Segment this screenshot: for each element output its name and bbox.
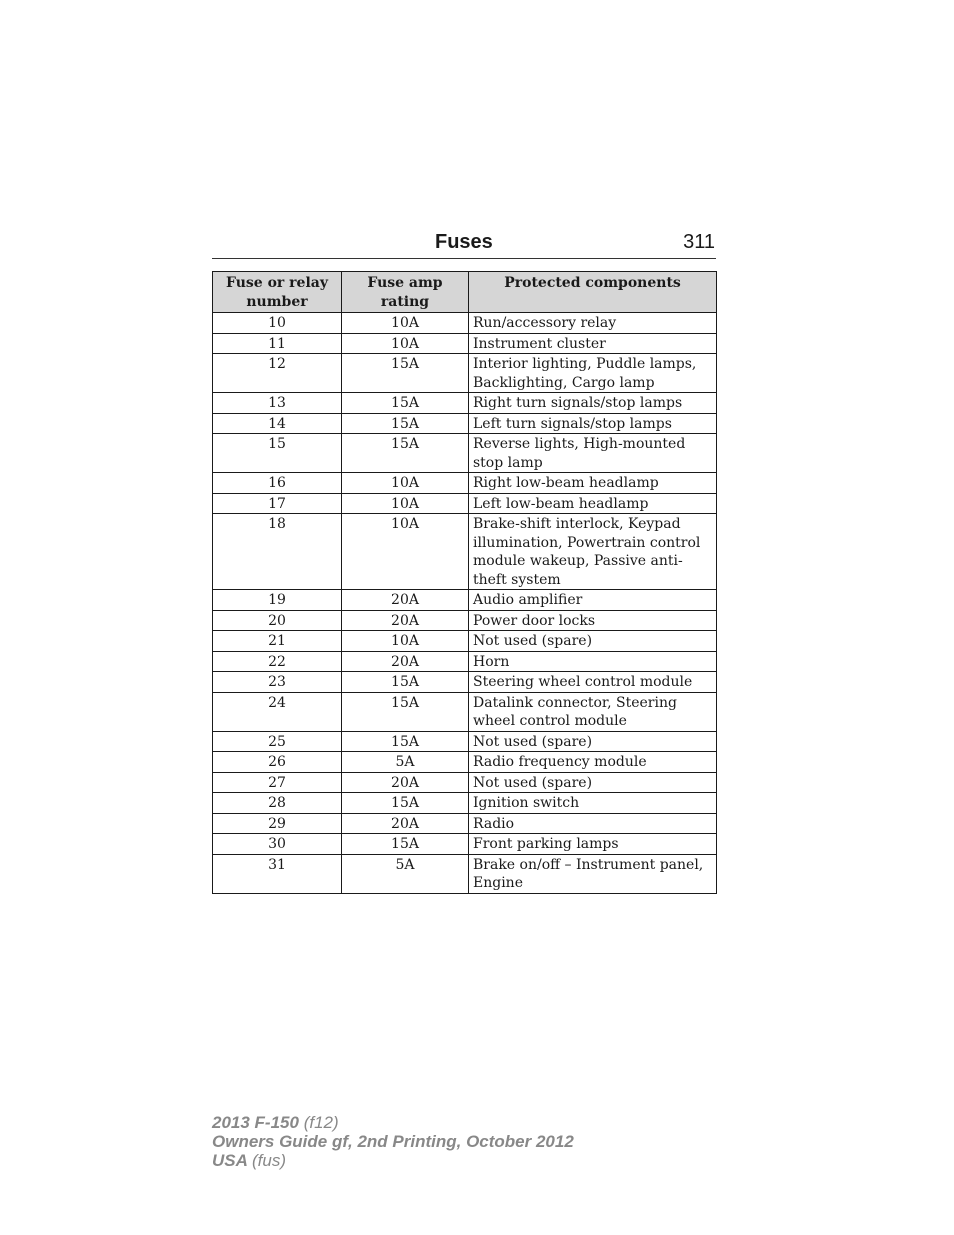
table-row — [213, 731, 717, 752]
cell-fuse-number: 23 — [213, 672, 342, 693]
cell-components: Horn — [469, 651, 717, 672]
cell-amp-rating: 10A — [342, 631, 469, 652]
cell-fuse-number: 14 — [213, 413, 342, 434]
footer-market: USA — [212, 1151, 248, 1170]
cell-amp-rating: 15A — [342, 354, 469, 393]
cell-components: Not used (spare) — [469, 731, 717, 752]
cell-components: Steering wheel control module — [469, 672, 717, 693]
footer-market-code: (fus) — [252, 1151, 286, 1170]
footer-model-code: (f12) — [303, 1113, 339, 1132]
cell-components: Audio amplifier — [469, 590, 717, 611]
cell-amp-rating: 15A — [342, 393, 469, 414]
cell-components: Right low-beam headlamp — [469, 473, 717, 494]
cell-components: Radio frequency module — [469, 752, 717, 773]
cell-components: Datalink connector, Steering wheel control module — [469, 692, 717, 731]
table-row — [213, 333, 717, 354]
cell-amp-rating: 20A — [342, 772, 469, 793]
cell-amp-rating: 10A — [342, 313, 469, 334]
section-title: Fuses — [435, 231, 493, 253]
cell-amp-rating: 5A — [342, 752, 469, 773]
cell-fuse-number: 22 — [213, 651, 342, 672]
table-row — [213, 813, 717, 834]
table-header-row — [213, 272, 717, 313]
table-row — [213, 473, 717, 494]
cell-components: Left low-beam headlamp — [469, 493, 717, 514]
table-row — [213, 854, 717, 893]
table-body — [213, 313, 717, 894]
cell-amp-rating: 15A — [342, 413, 469, 434]
table-row — [213, 590, 717, 611]
footer-guide-line: Owners Guide gf, 2nd Printing, October 2012 — [212, 1132, 574, 1151]
table-row — [213, 772, 717, 793]
cell-amp-rating: 15A — [342, 793, 469, 814]
column-header-amp-rating: Fuse amp rating — [342, 272, 469, 313]
cell-fuse-number: 12 — [213, 354, 342, 393]
cell-components: Run/accessory relay — [469, 313, 717, 334]
cell-fuse-number: 16 — [213, 473, 342, 494]
cell-amp-rating: 5A — [342, 854, 469, 893]
cell-components: Front parking lamps — [469, 834, 717, 855]
cell-amp-rating: 20A — [342, 813, 469, 834]
cell-fuse-number: 20 — [213, 610, 342, 631]
cell-amp-rating: 15A — [342, 672, 469, 693]
cell-fuse-number: 21 — [213, 631, 342, 652]
footer-market-line — [212, 1151, 574, 1170]
cell-amp-rating: 10A — [342, 493, 469, 514]
table-row — [213, 514, 717, 590]
cell-amp-rating: 15A — [342, 731, 469, 752]
table-row — [213, 793, 717, 814]
table-row — [213, 610, 717, 631]
cell-fuse-number: 31 — [213, 854, 342, 893]
cell-components: Ignition switch — [469, 793, 717, 814]
table-row — [213, 313, 717, 334]
table-row — [213, 672, 717, 693]
cell-fuse-number: 18 — [213, 514, 342, 590]
cell-fuse-number: 24 — [213, 692, 342, 731]
cell-components: Reverse lights, High-mounted stop lamp — [469, 434, 717, 473]
cell-fuse-number: 28 — [213, 793, 342, 814]
table-row — [213, 393, 717, 414]
cell-components: Radio — [469, 813, 717, 834]
cell-fuse-number: 25 — [213, 731, 342, 752]
cell-fuse-number: 27 — [213, 772, 342, 793]
cell-fuse-number: 30 — [213, 834, 342, 855]
cell-components: Not used (spare) — [469, 631, 717, 652]
cell-components: Left turn signals/stop lamps — [469, 413, 717, 434]
cell-components: Right turn signals/stop lamps — [469, 393, 717, 414]
cell-fuse-number: 26 — [213, 752, 342, 773]
cell-components: Power door locks — [469, 610, 717, 631]
cell-fuse-number: 13 — [213, 393, 342, 414]
table-row — [213, 752, 717, 773]
cell-fuse-number: 15 — [213, 434, 342, 473]
cell-components: Instrument cluster — [469, 333, 717, 354]
footer-model: 2013 F-150 — [212, 1113, 299, 1132]
cell-fuse-number: 29 — [213, 813, 342, 834]
table-row — [213, 692, 717, 731]
cell-fuse-number: 10 — [213, 313, 342, 334]
cell-fuse-number: 19 — [213, 590, 342, 611]
cell-amp-rating: 10A — [342, 333, 469, 354]
cell-amp-rating: 20A — [342, 651, 469, 672]
table-row — [213, 354, 717, 393]
page-number: 311 — [683, 231, 715, 253]
page-header — [212, 228, 716, 259]
cell-components: Not used (spare) — [469, 772, 717, 793]
page-footer — [212, 1113, 574, 1170]
table-row — [213, 413, 717, 434]
fuse-table — [212, 271, 717, 894]
table-row — [213, 493, 717, 514]
table-row — [213, 631, 717, 652]
table-row — [213, 434, 717, 473]
cell-amp-rating: 20A — [342, 590, 469, 611]
cell-amp-rating: 10A — [342, 514, 469, 590]
cell-components: Interior lighting, Puddle lamps, Backlighting, Cargo lamp — [469, 354, 717, 393]
cell-components: Brake on/off – Instrument panel, Engine — [469, 854, 717, 893]
cell-amp-rating: 10A — [342, 473, 469, 494]
cell-components: Brake-shift interlock, Keypad illumination, Powertrain control module wakeup, Passive anti-theft system — [469, 514, 717, 590]
cell-fuse-number: 17 — [213, 493, 342, 514]
table-row — [213, 651, 717, 672]
column-header-components: Protected components — [469, 272, 717, 313]
cell-amp-rating: 15A — [342, 692, 469, 731]
cell-amp-rating: 20A — [342, 610, 469, 631]
footer-model-line — [212, 1113, 574, 1132]
cell-fuse-number: 11 — [213, 333, 342, 354]
table-row — [213, 834, 717, 855]
cell-amp-rating: 15A — [342, 434, 469, 473]
cell-amp-rating: 15A — [342, 834, 469, 855]
column-header-fuse-number: Fuse or relay number — [213, 272, 342, 313]
